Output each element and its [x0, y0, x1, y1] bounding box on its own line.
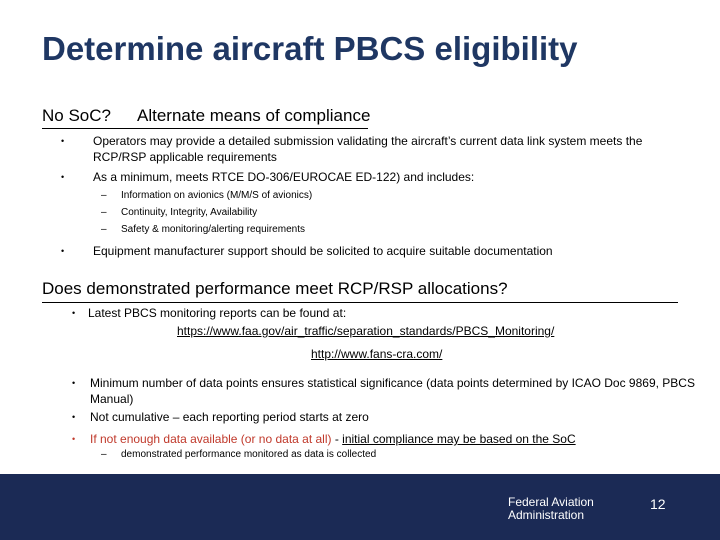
section1-sub-1: Information on avionics (M/M/S of avionics) — [121, 190, 313, 201]
section2-bullet-3: Not cumulative – each reporting period starts at zero — [90, 410, 369, 424]
section1-bullet-2: As a minimum, meets RTCE DO-306/EUROCAE ED-122) and includes: — [93, 170, 475, 184]
bullet-dot: • — [61, 172, 65, 182]
bullet-dot: • — [72, 434, 76, 444]
initial-compliance-text: initial compliance may be based on the SoC — [342, 432, 576, 446]
bullet-dot: • — [72, 308, 76, 318]
faa-pbcs-link[interactable]: https://www.faa.gov/air_traffic/separation_standards/PBCS_Monitoring/ — [177, 324, 555, 338]
page-number: 12 — [650, 496, 666, 512]
faa-org-name — [508, 496, 594, 522]
section2-heading: Does demonstrated performance meet RCP/RSP allocations? — [42, 279, 508, 298]
no-data-warning: If not enough data available (or no data at all) — [90, 432, 332, 446]
bullet-dot: • — [72, 378, 76, 388]
sub-dash: – — [101, 207, 107, 218]
org-line-1: Federal Aviation — [508, 495, 594, 509]
bullet-dot: • — [72, 412, 76, 422]
no-soc-heading — [42, 106, 371, 126]
bullet-dot: • — [61, 246, 65, 256]
section1-bullet-1: Operators may provide a detailed submission validating the aircraft’s current data link system meets the RCP/RSP applicable requirements — [93, 134, 643, 164]
bullet4-separator: - — [331, 432, 343, 446]
section1-sub-3: Safety & monitoring/alerting requirements — [121, 224, 305, 235]
slide-title: Determine aircraft PBCS eligibility — [42, 30, 578, 67]
org-line-2: Administration — [508, 508, 585, 522]
sub-dash: – — [101, 190, 107, 201]
footer-bar — [0, 474, 720, 540]
alternate-means-label: Alternate means of compliance — [137, 106, 371, 125]
section2-underline — [42, 302, 678, 303]
section1-bullet-3: Equipment manufacturer support should be solicited to acquire suitable documentation — [93, 244, 553, 258]
no-soc-label: No SoC? — [42, 106, 111, 125]
bullet-dot: • — [61, 136, 65, 146]
section2-bullet-2: Minimum number of data points ensures statistical significance (data points determined by ICAO Doc 9869, PBCS Manual) — [90, 376, 695, 406]
section1-underline — [42, 128, 368, 129]
sub-dash: – — [101, 224, 107, 235]
sub-dash: – — [101, 449, 107, 460]
section1-sub-2: Continuity, Integrity, Availability — [121, 207, 258, 218]
section2-sub-1: demonstrated performance monitored as data is collected — [121, 449, 377, 460]
fans-cra-link[interactable]: http://www.fans-cra.com/ — [311, 347, 443, 361]
section2-bullet-1: Latest PBCS monitoring reports can be found at: — [88, 306, 347, 320]
section2-bullet-4 — [90, 431, 690, 447]
